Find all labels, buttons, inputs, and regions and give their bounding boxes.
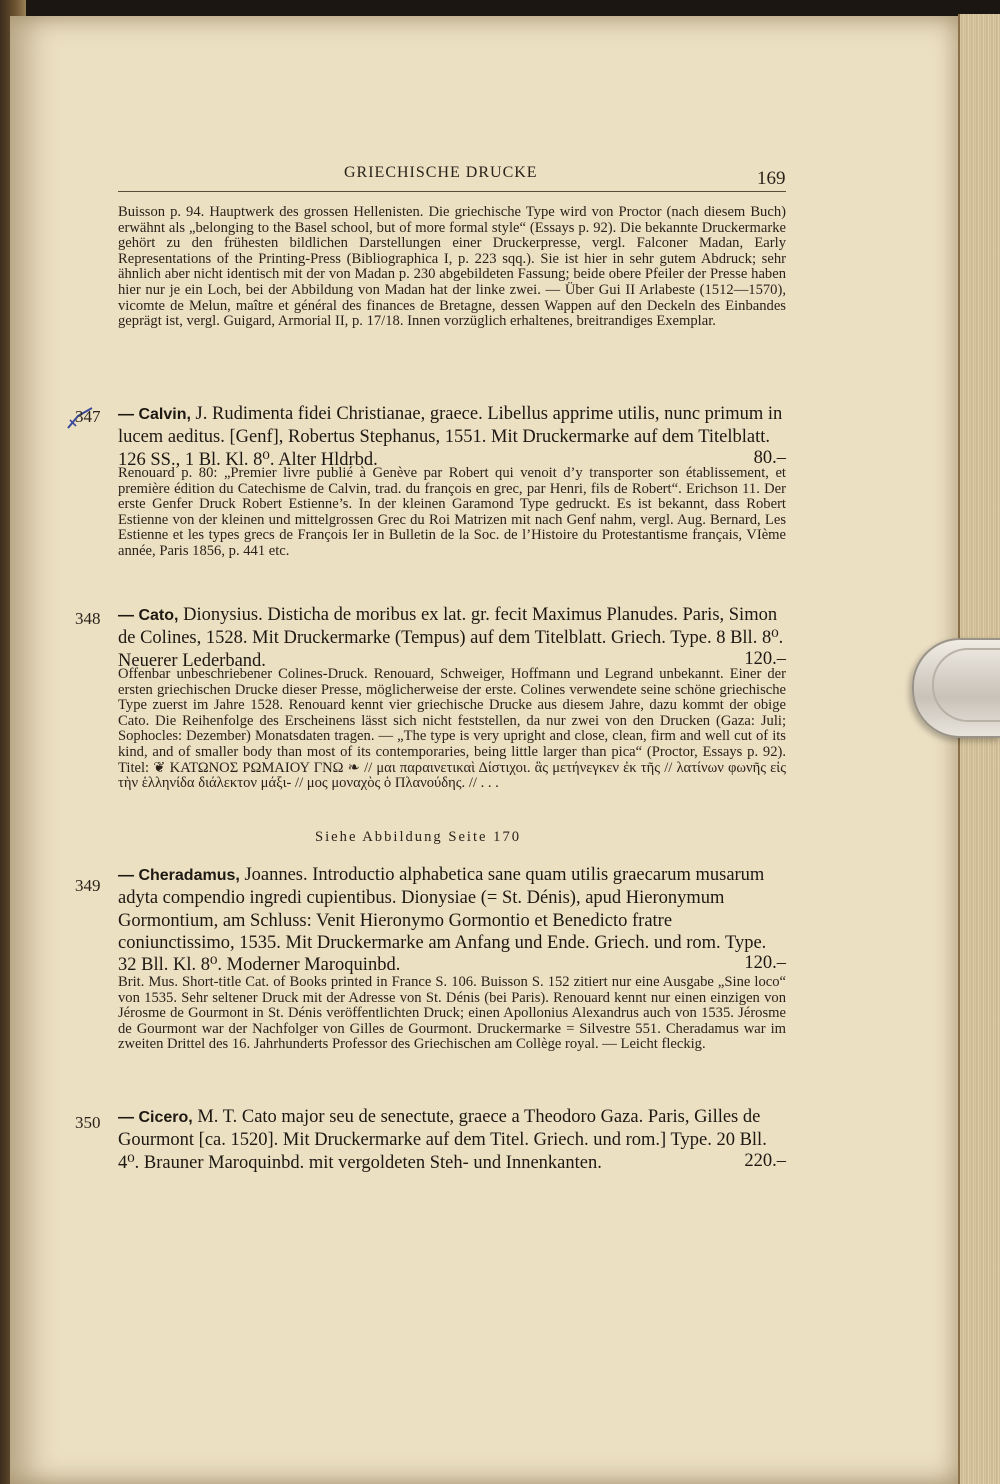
entry-347-note: Renouard p. 80: „Premier livre publié à Genève par Robert qui venoit d’y transporter son établissement, et première édition du Catechisme de Calvin, trad. du françois en grec, par Henri, fils de Robert“. Erichson 11. Der erste Genfer Druck Robert Estienne’s. In der kleinen Garamond Type gedruckt. Es ist bekannt, dass Robert Estienne von der kleinen und mittelgrossen Grec du Roi Matrizen mit nach Genf nahm, vergl. Aug. Bernard, Les Estienne et les types grecs de François Ier in Bulletin de la Soc. de l’Histoire du Protestantisme français, VIème année, Paris 1856, p. 441 etc. (118, 465, 786, 559)
entry-349-text (118, 865, 766, 975)
entry-number-348: 348 (75, 609, 101, 628)
entry-number-349: 349 (75, 876, 101, 895)
entry-350 (118, 1106, 786, 1172)
entry-350-author: — Cicero, (118, 1109, 193, 1126)
entry-349-body: Joannes. Introductio alphabetica sane quam utilis graecarum musarum adyta compendio ingredi cupientibus. Dionysiae (= St. Dénis), apud Hieronymum Gormontium, am Schluss: Venit Hieronymo Gormontio et Benedicto fratre coniunctissimo, 1535. Mit Druckermarke am Anfang und Ende. Griech. und rom. Type. 32 Bll. Kl. 8⁰. Moderner Maroquinbd. (118, 865, 767, 976)
entry-347-author: — Calvin, (118, 406, 191, 423)
entry-349-author: — Cheradamus, (118, 867, 240, 884)
entry-350-price: 220.– (744, 1150, 786, 1171)
intro-note: Buisson p. 94. Hauptwerk des grossen Hellenisten. Die griechische Type wird von Proctor (nach diesem Buch) erwähnt als „belonging to the Basel school, but of more formal style“ (Essays p. 92). Die bekannte Druckermarke gehört zu den frühesten bildlichen Darstellungen einer Druckerpresse, vergl. Falconer Madan, Early Representations of the Printing-Press (Bibliographica I, p. 223 sqq.). Sie ist hier in sehr gutem Abdruck; sehr ähnlich aber nicht identisch mit der von Madan p. 230 abgebildeten Fassung; beide obere Pfeiler der Presse haben hier nur je ein Loch, bei der Abbildung von Madan hat der linke zwei. — Über Gui II Arlabeste (1512—1570), vicomte de Melun, maître et général des finances de Bretagne, dessen Wappen auf den Deckeln des Einbandes geprägt ist, vergl. Guigard, Armorial II, p. 17/18. Innen vorzüglich erhaltenes, breitrandiges Exemplar. (118, 204, 786, 330)
entry-349-note: Brit. Mus. Short-title Cat. of Books printed in France S. 106. Buisson S. 152 zitiert nur eine Ausgabe „Sine loco“ von 1535. Sehr seltener Druck mit der Adresse von St. Dénis (bei Paris). Renouard kennt nur einen einzigen von Jérosme de Gourmont in St. Dénis veröffentlichten Druck; einen Apollonius Alexandrus auch von 1535. Jérosme de Gourmont war der Nachfolger von Gilles de Gourmont. Druckermarke = Silvestre 551. Cheradamus war im zweiten Drittel des 16. Jahrhunderts Professor des Griechischen am Collège royal. — Leicht fleckig. (118, 974, 786, 1053)
header-rule (118, 191, 786, 192)
entry-348-note: Offenbar unbeschriebener Colines-Druck. Renouard, Schweiger, Hoffmann und Legrand unbekannt. Einer der ersten griechischen Drucke dieser Presse, möglicherweise der erste. Colines verwendete seine schöne griechische Type zuerst im Jahre 1528. Renouard kennt vier griechische Drucke aus diesem Jahre, dazu kommt der obige Cato. Die Reihenfolge des Erscheinens lässt sich nicht feststellen, da nur zwei von den Drucken (Gaza: Juli; Sophocles: Dezember) Monatsdaten tragen. — „The type is very upright and close, clean, firm and well cut of its kind, and of smaller body than most of its contemporaries, being little larger than pica“ (Proctor, Essays p. 92). Titel: ❦ ΚΑΤΩΝΟΣ ΡΩΜΑΙΟΥ ΓΝΩ ❧ // μαι παραινετικαὶ Δίστιχοι. ἃς μετήνεγκεν ἐκ τῆς // λατίνων φωνῆς εἰς τὴν ἑλληνίδα διάλεκτον μάξι- // μος μοναχὸς ὁ Πλανούδης. // . . . (118, 666, 786, 792)
entry-347-text (118, 404, 782, 470)
entry-348-text (118, 605, 783, 671)
entry-number-347: 347 (75, 407, 101, 426)
entry-348-body: Dionysius. Disticha de moribus ex lat. gr. fecit Maximus Planudes. Paris, Simon de Colines, 1528. Mit Druckermarke (Tempus) auf dem Titelblatt. Griech. Type. 8 Bll. 8⁰. Neuerer Lederband. (118, 605, 784, 671)
paper-clip-inner (932, 648, 1000, 722)
entry-349-price: 120.– (744, 952, 786, 973)
entry-348 (118, 604, 786, 670)
entry-347-body: J. Rudimenta fidei Christianae, graece. Libellus apprime utilis, nunc primum in lucem aeditus. [Genf], Robertus Stephanus, 1551. Mit Druckermarke auf dem Titelblatt. 126 SS., 1 Bl. Kl. 8⁰. Alter Hldrbd. (118, 404, 783, 470)
running-title: GRIECHISCHE DRUCKE (344, 164, 538, 181)
entry-347 (118, 403, 786, 469)
entry-348-author: — Cato, (118, 607, 179, 624)
entry-348-price: 120.– (744, 648, 786, 669)
page-edges (958, 14, 1000, 1484)
figure-reference: Siehe Abbildung Seite 170 (315, 829, 522, 845)
entry-347-price: 80.– (753, 447, 786, 468)
entry-number-350: 350 (75, 1113, 101, 1132)
entry-350-text (118, 1107, 767, 1173)
page-number: 169 (757, 168, 786, 189)
entry-350-body: M. T. Cato major seu de senectute, graece a Theodoro Gaza. Paris, Gilles de Gourmont [ca. 1520]. Mit Druckermarke auf dem Titel. Griech. und rom.] Type. 20 Bll. 4⁰. Brauner Maroquinbd. mit vergoldeten Steh- und Innenkanten. (118, 1107, 767, 1173)
entry-349 (118, 864, 786, 974)
